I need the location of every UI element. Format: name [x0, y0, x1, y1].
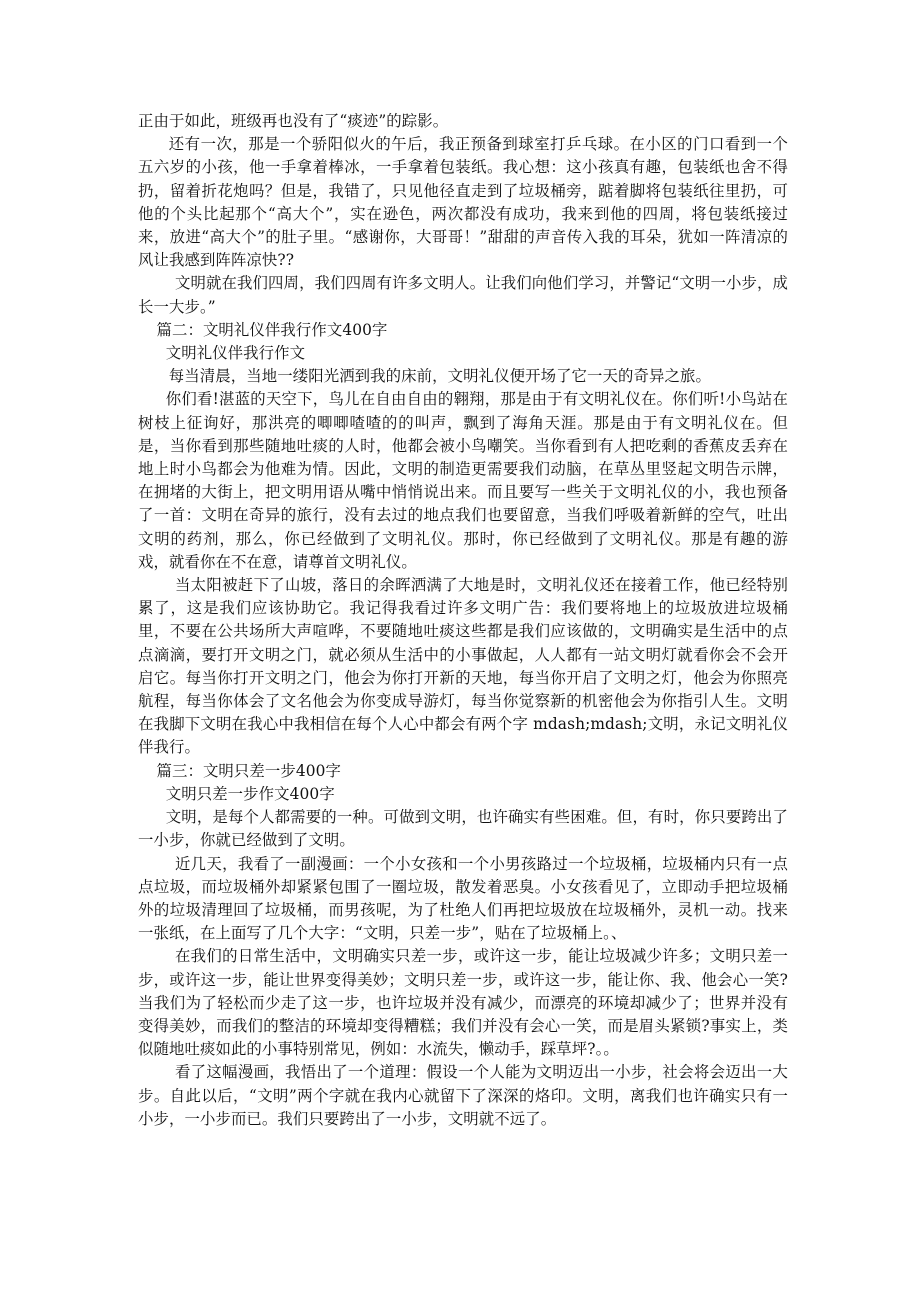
paragraph-2: 还有一次，那是一个骄阳似火的午后，我正预备到球室打乒乓球。在小区的门口看到一个五六岁的小孩，他一手拿着棒冰，一手拿着包装纸。我心想：这小孩真有趣，包装纸也舍不得扔，留着折花炮吗？但是，我错了，只见他径直走到了垃圾桶旁，踮着脚将包装纸往里扔，可他的个头比起那个“高大个”，实在逊色，两次都没有成功，我来到他的四周，将包装纸接过来，放进“高大个”的肚子里。“感谢你，大哥哥！”甜甜的声音传入我的耳朵，犹如一阵清凉的风让我感到阵阵凉快?? — [138, 135, 788, 270]
paragraph-1: 正由于如此，班级再也没有了“痰迹”的踪影。 — [138, 112, 449, 130]
paragraph-7: 你们看!湛蓝的天空下，鸟儿在自由自由的翱翔，那是由于有文明礼仪在。你们听!小鸟站在树枝上征询好，那洪亮的唧唧喳喳的的叫声，飘到了海角天涯。那是由于有文明礼仪在。但是，当你看到那些随地吐痰的人时，他都会被小鸟嘲笑。当你看到有人把吃剩的香蕉皮丢弃在地上时小鸟都会为他难为情。因此，文明的制造更需要我们动脑，在草丛里竖起文明告示牌，在拥堵的大街上，把文明用语从嘴中悄悄说出来。而且要写一些关于文明礼仪的小，我也预备了一首：文明在奇异的旅行，没有去过的地点我们也要留意，当我们呼吸着新鲜的空气，吐出文明的药剂，那么，你已经做到了文明礼仪。那时，你已经做到了文明礼仪。那是有趣的游戏，就看你在不在意，请尊首文明礼仪。 — [138, 390, 788, 571]
essay-title-2: 文明礼仪伴我行作文 — [165, 344, 306, 363]
paragraph-14: 看了这幅漫画，我悟出了一个道理：假设一个人能为文明迈出一小步，社会将会迈出一大步。自此以后，“文明”两个字就在我内心就留下了深深的烙印。文明，离我们也许确实只有一小步，一小步而已。我们只要跨出了一小步，文明就不远了。 — [138, 1063, 788, 1128]
paragraph-11: 文明，是每个人都需要的一种。可做到文明，也许确实有些困难。但，有时，你只要跨出了一小步，你就已经做到了文明。 — [138, 808, 788, 850]
paragraph-8: 当太阳被赶下了山坡，落日的余晖洒满了大地是时，文明礼仪还在接着工作，他已经特别累了，这是我们应该协助它。我记得我看过许多文明广告：我们要将地上的垃圾放进垃圾桶里，不要在公共场所大声喧哗，不要随地吐痰这些都是我们应该做的，文明确实是生活中的点点滴滴，要打开文明之门，就必须从生活中的小事做起，人人都有一站文明灯就看你会不会开启它。每当你打开文明之门，他会为你打开新的天地，每当你开启了文明之灯，他会为你照亮航程，每当你体会了文名他会为你变成导游灯，每当你觉察新的机密他会为你指引人生。文明在我脚下文明在我心中我相信在每个人心中都会有两个字 mdash;mdash;文明，永记文明礼仪伴我行。 — [138, 576, 788, 757]
paragraph-13: 在我们的日常生活中，文明确实只差一步，或许这一步，能让垃圾减少许多；文明只差一步，或许这一步，能让世界变得美妙；文明只差一步，或许这一步，能让你、我、他会心一笑?当我们为了轻松而少走了这一步，也许垃圾并没有减少，而漂亮的环境却减少了；世界并没有变得美妙，而我们的整洁的环境却变得糟糕；我们并没有会心一笑，而是眉头紧锁?事实上，类似随地吐痰如此的小事特别常见，例如：水流失，懒动手，踩草坪?。。 — [138, 947, 788, 1059]
paragraph-12: 近几天，我看了一副漫画：一个小女孩和一个小男孩路过一个垃圾桶，垃圾桶内只有一点点垃圾，而垃圾桶外却紧紧包围了一圈垃圾，散发着恶臭。小女孩看见了，立即动手把垃圾桶外的垃圾清理回了垃圾桶，而男孩呢，为了杜绝人们再把垃圾放在垃圾桶外，灵机一动。找来一张纸，在上面写了几个大字：“文明，只差一步”，贴在了垃圾桶上。、 — [138, 854, 788, 943]
paragraph-3: 文明就在我们四周，我们四周有许多文明人。让我们向他们学习，并警记“文明一小步，成长一大步。” — [138, 274, 788, 316]
paragraph-6: 每当清晨，当地一缕阳光洒到我的床前，文明礼仪便开场了它一天的奇异之旅。 — [168, 367, 711, 386]
section-heading-3: 篇三：文明只差一步400字 — [156, 761, 342, 780]
section-heading-2: 篇二：文明礼仪伴我行作文400字 — [156, 320, 388, 339]
essay-title-3: 文明只差一步作文400字 — [165, 784, 335, 803]
document-body — [138, 110, 788, 1131]
